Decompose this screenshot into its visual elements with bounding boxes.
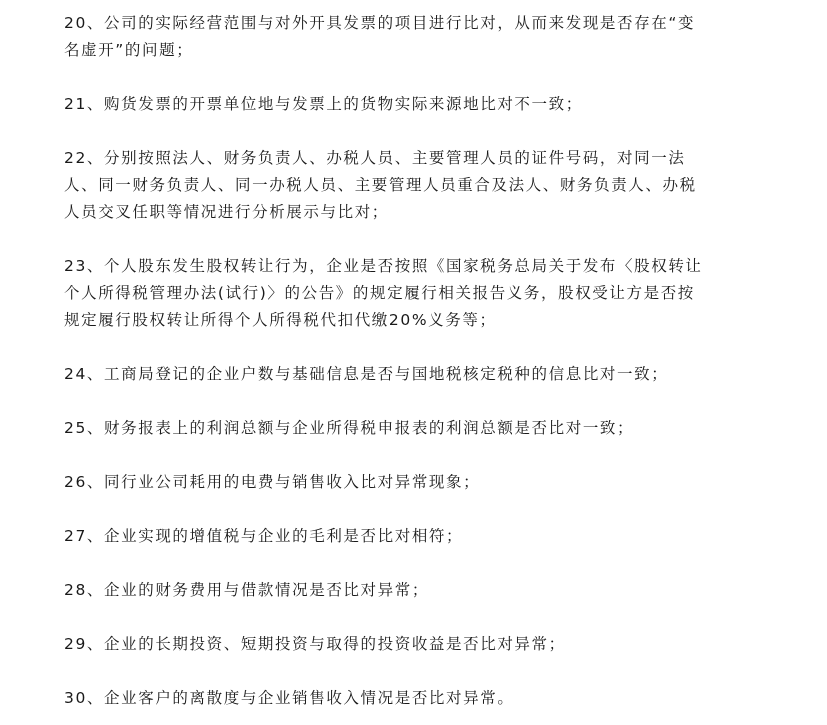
list-item-22-line-1: 22、分别按照法人、财务负责人、办税人员、主要管理人员的证件号码，对同一法	[64, 149, 686, 167]
list-item-21	[64, 91, 754, 118]
list-item-29	[64, 631, 754, 658]
list-item-23-line-1: 23、个人股东发生股权转让行为，企业是否按照《国家税务总局关于发布〈股权转让	[64, 257, 703, 275]
list-item-25	[64, 415, 754, 442]
list-item-24-line-1: 24、工商局登记的企业户数与基础信息是否与国地税核定税种的信息比对一致；	[64, 365, 669, 383]
list-item-28	[64, 577, 754, 604]
list-item-24	[64, 361, 754, 388]
list-item-29-line-1: 29、企业的长期投资、短期投资与取得的投资收益是否比对异常；	[64, 635, 566, 653]
list-item-28-line-1: 28、企业的财务费用与借款情况是否比对异常；	[64, 581, 429, 599]
list-item-30	[64, 685, 754, 712]
list-item-20	[64, 10, 754, 64]
list-item-22-line-3: 人员交叉任职等情况进行分析展示与比对；	[64, 203, 389, 221]
list-item-21-line-1: 21、购货发票的开票单位地与发票上的货物实际来源地比对不一致；	[64, 95, 583, 113]
list-item-26	[64, 469, 754, 496]
list-item-23-line-2: 个人所得税管理办法(试行)〉的公告》的规定履行相关报告义务，股权受让方是否按	[64, 284, 695, 302]
list-item-23	[64, 253, 754, 334]
list-item-20-line-2: 名虚开”的问题；	[64, 41, 194, 59]
list-item-22-line-2: 人、同一财务负责人、同一办税人员、主要管理人员重合及法人、财务负责人、办税	[64, 176, 697, 194]
list-item-22	[64, 145, 754, 226]
list-item-20-line-1: 20、公司的实际经营范围与对外开具发票的项目进行比对，从而来发现是否存在“变	[64, 14, 696, 32]
list-item-30-line-1: 30、企业客户的离散度与企业销售收入情况是否比对异常。	[64, 689, 515, 707]
list-item-27-line-1: 27、企业实现的增值税与企业的毛利是否比对相符；	[64, 527, 464, 545]
list-item-26-line-1: 26、同行业公司耗用的电费与销售收入比对异常现象；	[64, 473, 481, 491]
list-item-23-line-3: 规定履行股权转让所得个人所得税代扣代缴20%义务等；	[64, 311, 497, 329]
list-item-27	[64, 523, 754, 550]
list-item-25-line-1: 25、财务报表上的利润总额与企业所得税申报表的利润总额是否比对一致；	[64, 419, 635, 437]
